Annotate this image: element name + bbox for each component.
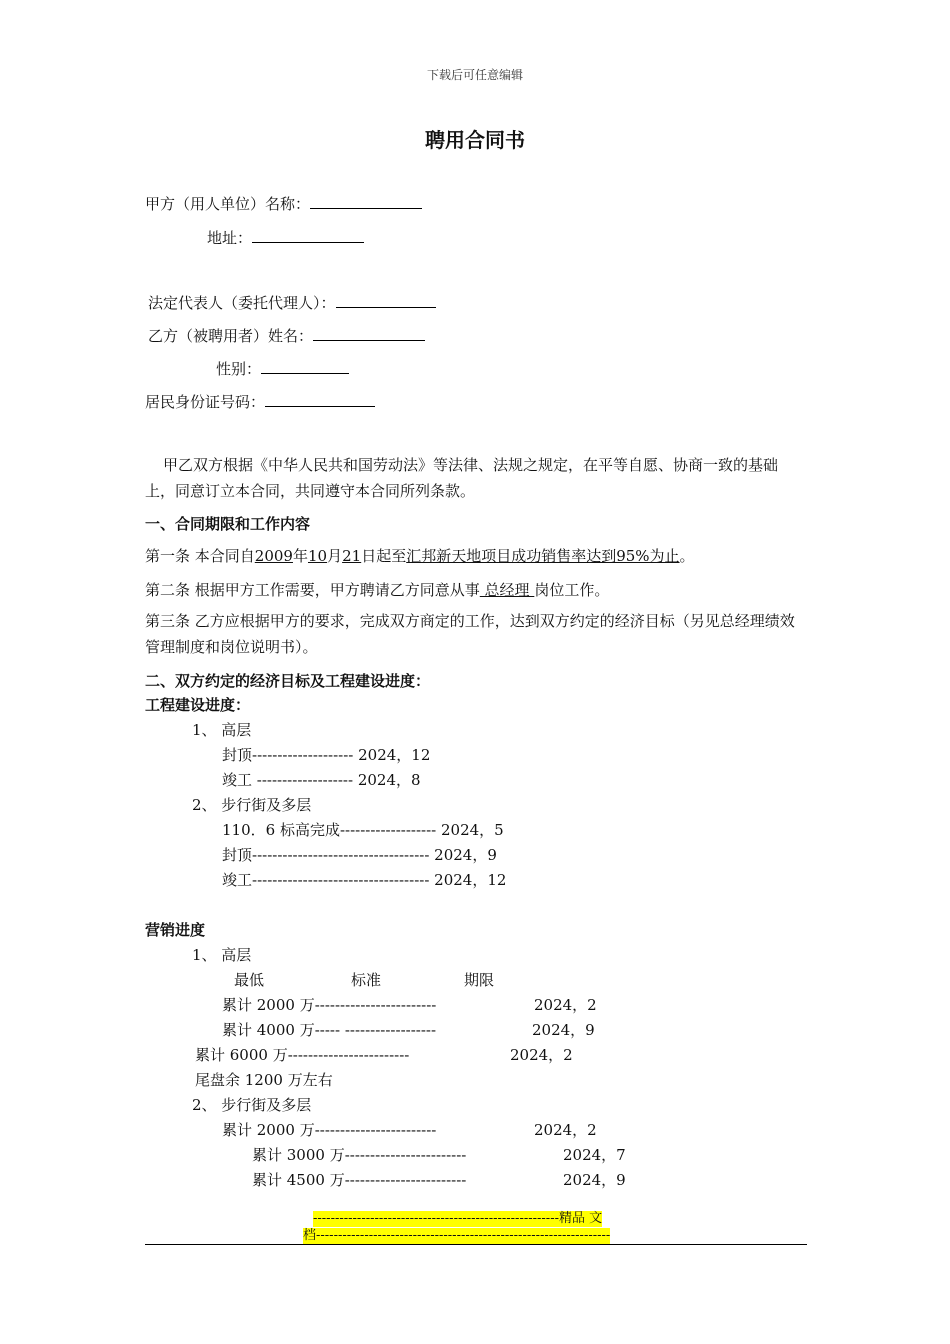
party-b-gender-label: 性别： [216,360,262,378]
table-row-date: 2024，9 [563,1171,626,1189]
table-row-date: 2024，7 [563,1146,626,1164]
party-b-name-field[interactable] [313,324,425,341]
party-b-id-label: 居民身份证号码： [145,393,266,411]
construction-heading: 工程建设进度： [145,696,251,714]
table-row-text: 累计 4000 万----- ------------------ [222,1021,437,1039]
contract-term: 汇邦新天地项目成功销售率达到95%为止 [406,547,680,565]
party-a-address-label: 地址： [207,229,253,247]
article-1-end: 。 [679,547,695,565]
page-header-note: 下载后可任意编辑 [426,68,523,82]
year-label: 年 [292,547,308,565]
footer-highlight-line-2: 档------------------------------------------------------------------- [303,1228,611,1243]
table-row-date: 2024，9 [532,1021,595,1039]
intro-paragraph: 甲乙双方根据《中华人民共和国劳动法》等法律、法规之规定，在平等自愿、协商一致的基础上，同意订立本合同，共同遵守本合同所列条款。 [145,456,779,500]
article-2-prefix: 第二条 根据甲方工作需要，甲方聘请乙方同意从事 [145,581,480,599]
job-position: 总经理 [479,581,535,599]
party-b-gender-field[interactable] [261,357,349,374]
month-label: 月 [327,547,343,565]
table-row-date: 2024，2 [534,996,597,1014]
footer-divider [145,1244,807,1245]
party-a-name-field[interactable] [310,192,422,209]
construction-group-street: 2、 步行街及多层 [192,796,312,814]
party-a-address-row [207,226,364,248]
party-b-name-row [148,324,425,346]
article-2 [145,579,609,600]
document-title: 聘用合同书 [425,128,525,152]
table-row-text: 累计 2000 万------------------------ [222,1121,437,1139]
article-1-prefix: 第一条 本合同自 [145,547,255,565]
marketing-heading: 营销进度 [145,921,206,939]
table-row-text: 累计 2000 万------------------------ [222,996,437,1014]
party-a-name-label: 甲方（用人单位）名称： [145,195,311,213]
table-row-text: 累计 6000 万------------------------ [195,1046,410,1064]
table-row-date: 2024，2 [534,1121,597,1139]
construction-group-highrise: 1、 高层 [192,721,252,739]
contract-start-day: 21 [342,547,362,565]
party-a-name-row [145,192,422,214]
contract-start-year: 2009 [254,547,293,565]
list-item: 封顶----------------------------------- 2024，9 [222,846,497,864]
footer-highlight-line-1: --------------------------------------------------------精品 文 [313,1211,603,1226]
table-row-text: 累计 4500 万------------------------ [252,1171,467,1189]
party-a-rep-label: 法定代表人（委托代理人）： [148,294,336,312]
day-label: 日起至 [361,547,407,565]
list-item: 竣工 ------------------- 2024，8 [222,771,421,789]
party-a-address-field[interactable] [252,226,364,243]
table-row-text: 累计 3000 万------------------------ [252,1146,467,1164]
party-b-id-field[interactable] [265,390,375,407]
article-1 [145,545,695,566]
section1-heading: 一、合同期限和工作内容 [145,515,311,533]
party-b-id-row [145,390,375,412]
column-header-deadline: 期限 [464,971,495,989]
article-3: 第三条 乙方应根据甲方的要求，完成双方商定的工作，达到双方约定的经济目标（另见总经理绩效管理制度和岗位说明书）。 [145,612,795,656]
list-item: 110．6 标高完成------------------- 2024，5 [222,821,504,839]
list-item: 封顶-------------------- 2024，12 [222,746,431,764]
party-b-gender-row [216,357,349,379]
section2-heading: 二、双方约定的经济目标及工程建设进度： [145,672,431,690]
party-a-rep-field[interactable] [336,291,436,308]
marketing-group-highrise: 1、 高层 [192,946,252,964]
column-header-standard: 标准 [351,971,382,989]
column-header-min: 最低 [234,971,265,989]
party-b-name-label: 乙方（被聘用者）姓名： [148,327,314,345]
remaining-inventory: 尾盘余 1200 万左右 [195,1071,333,1089]
contract-start-month: 10 [307,547,328,565]
table-row-date: 2024，2 [510,1046,573,1064]
list-item: 竣工----------------------------------- 2024，12 [222,871,507,889]
article-2-suffix: 岗位工作。 [534,581,610,599]
party-a-rep-row [148,291,436,313]
marketing-group-street: 2、 步行街及多层 [192,1096,312,1114]
